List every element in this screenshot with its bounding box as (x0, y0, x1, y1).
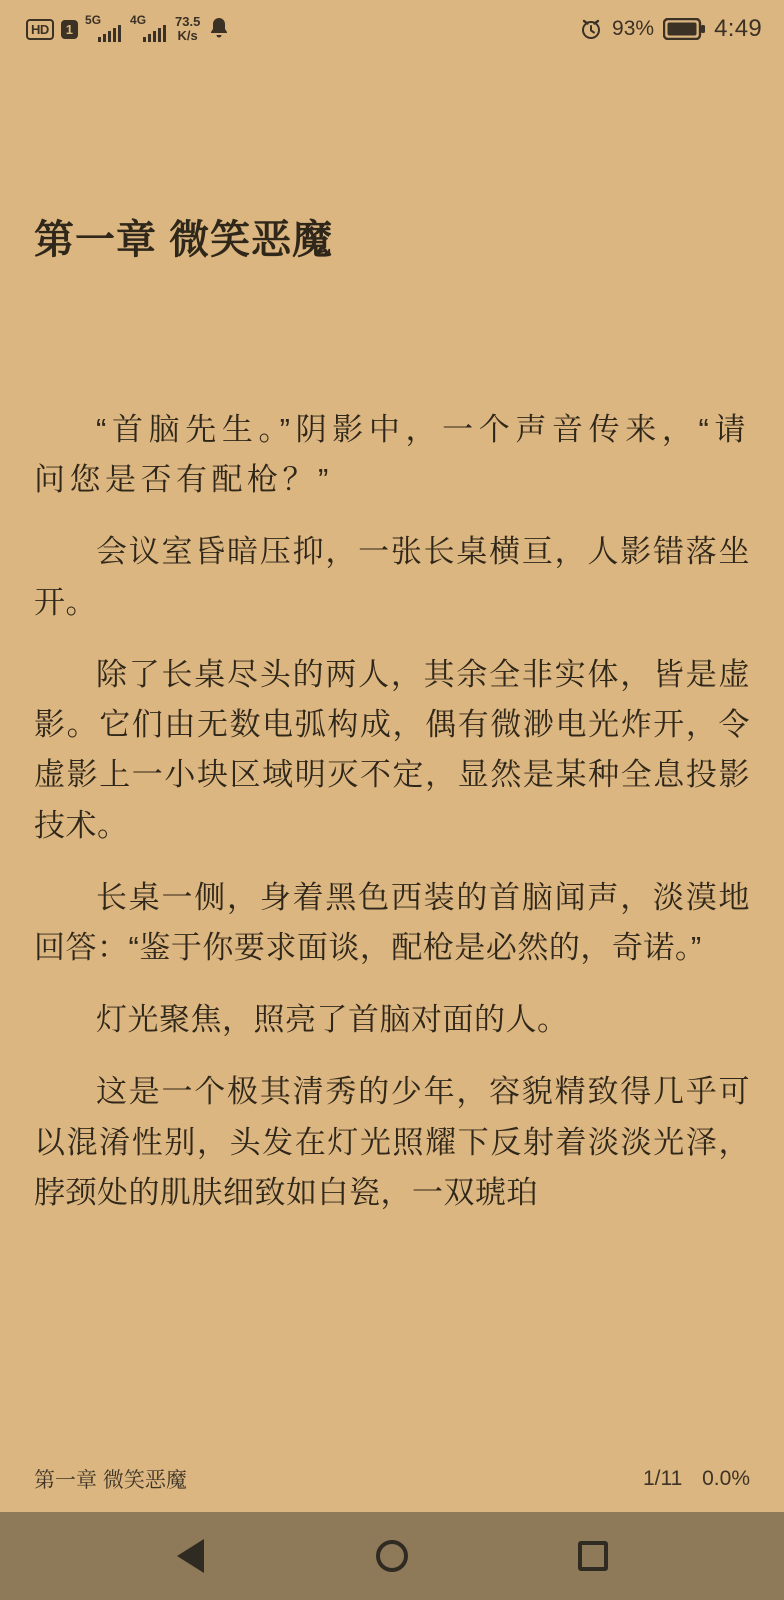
chapter-body (34, 405, 750, 1218)
back-button[interactable] (161, 1526, 221, 1586)
data-rate-unit: K/s (177, 28, 198, 43)
data-rate-indicator (175, 15, 200, 42)
paragraph: 除了长桌尽头的两人，其余全非实体，皆是虚影。它们由无数电弧构成，偶有微渺电光炸开，令虚影上一小块区域明灭不定，显然是某种全息投影技术。 (34, 656, 750, 843)
status-bar-right (570, 15, 762, 43)
reader-page[interactable] (0, 58, 784, 1512)
data-rate-value: 73.5 (175, 14, 201, 30)
paragraph: 这是一个极其清秀的少年，容貌精致得几乎可以混淆性别，头发在灯光照耀下反射着淡淡光泽，脖颈处的肌肤细致如白瓷，一双琥珀 (34, 1074, 750, 1210)
clock-label: 4:49 (714, 15, 762, 42)
paragraph: 灯光聚焦，照亮了首脑对面的人。 (96, 1002, 569, 1038)
signal-strength-icon-1 (85, 13, 123, 42)
page-title: 第一章 微笑恶魔 (34, 218, 334, 262)
alarm-clock-icon (579, 17, 603, 41)
recents-button[interactable] (563, 1526, 623, 1586)
signal-strength-icon-2 (130, 13, 168, 42)
hd-icon: HD (26, 19, 54, 40)
home-circle-icon (376, 1540, 408, 1572)
bell-icon (207, 16, 231, 42)
status-bar (0, 0, 784, 58)
status-bar-left (26, 15, 238, 42)
page-indicator: 1/11 (642, 1467, 683, 1490)
paragraph: “首脑先生。”阴影中，一个声音传来，“请问您是否有配枪？” (34, 412, 750, 498)
sim-slot-icon: 1 (61, 20, 78, 39)
recents-square-icon (578, 1541, 608, 1571)
signal-bars-1 (98, 25, 123, 42)
paragraph: 会议室昏暗压抑，一张长桌横亘，人影错落坐开。 (34, 534, 750, 620)
back-triangle-icon (177, 1539, 204, 1573)
battery-percent-label: 93% (612, 17, 655, 40)
footer-progress (629, 1467, 750, 1491)
progress-percent: 0.0% (702, 1467, 750, 1490)
home-button[interactable] (362, 1526, 422, 1586)
network-type-label-1: 5G (85, 13, 102, 27)
battery-full-icon (663, 18, 705, 40)
paragraph: 长桌一侧，身着黑色西装的首脑闻声，淡漠地回答：“鉴于你要求面谈，配枪是必然的，奇诺。” (34, 879, 750, 965)
footer-chapter-label: 第一章 微笑恶魔 (34, 1469, 187, 1492)
system-navigation-bar (0, 1512, 784, 1600)
network-type-label-2: 4G (130, 13, 147, 27)
signal-bars-2 (143, 25, 168, 42)
reader-footer (34, 1464, 750, 1494)
